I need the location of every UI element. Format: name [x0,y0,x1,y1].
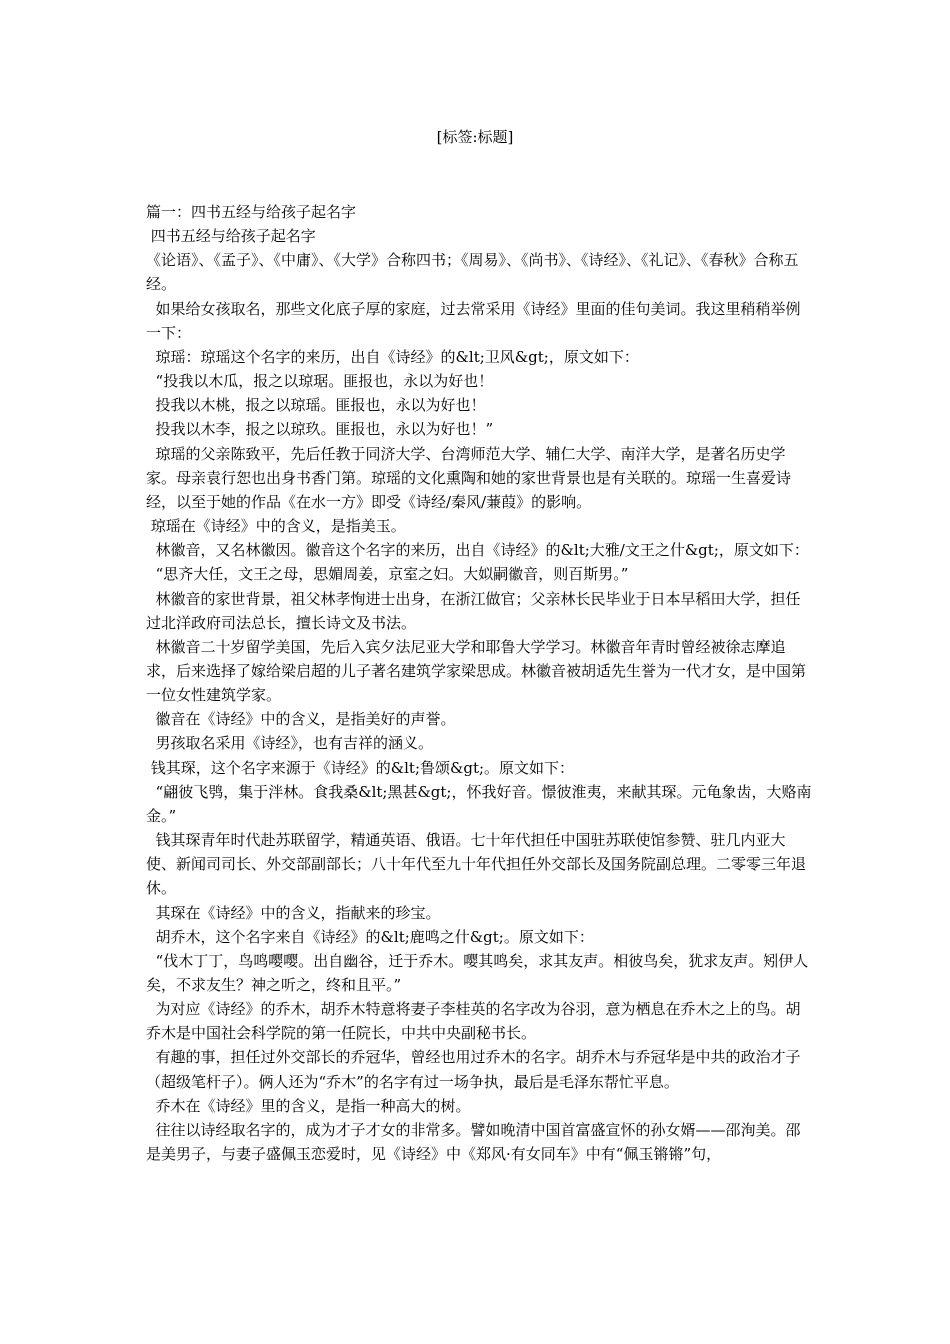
paragraph: 男孩取名采用《诗经》，也有吉祥的涵义。 [146,734,434,753]
paragraph: 琼瑶在《诗经》中的含义，是指美玉。 [146,517,406,536]
paragraph: 钱其琛，这个名字来源于《诗经》的&lt;鲁颂&gt;。原文如下： [146,758,575,777]
paragraph: 林徽音二十岁留学美国，先后入宾夕法尼亚大学和耶鲁大学学习。林徽音年青时曾经被徐志摩追求，后来选择了嫁给梁启超的儿子著名建筑学家梁思成。林徽音被胡适先生誉为一代才女，是中国第一位女性建筑学家。 [146,637,807,705]
paragraph: 如果给女孩取名，那些文化底子厚的家庭，过去常采用《诗经》里面的佳句美词。我这里稍稍举例一下： [146,299,801,342]
document-body [146,200,812,1166]
paragraph: 林徽音，又名林徽因。徽音这个名字的来历，出自《诗经》的&lt;大雅/文王之什&gt;，原文如下： [146,541,809,560]
paragraph: 投我以木李，报之以琼玖。匪报也，永以为好也！” [146,420,494,439]
paragraph: 乔木在《诗经》里的含义，是指一种高大的树。 [146,1096,471,1115]
paragraph: 徽音在《诗经》中的含义，是指美好的声誉。 [146,710,456,729]
paragraph: 钱其琛青年时代赴苏联留学，精通英语、俄语。七十年代担任中国驻苏联使馆参赞、驻几内亚大使、新闻司司长、外交部副部长；八十年代至九十年代担任外交部长及国务院副总理。二零零三年退休。 [146,831,807,898]
article-subtitle: 四书五经与给孩子起名字 [146,227,316,246]
paragraph: “思齐大任，文王之母，思媚周姜，京室之妇。大姒嗣徽音，则百斯男。” [146,565,629,584]
paragraph: “伐木丁丁，鸟鸣嘤嘤。出自幽谷，迁于乔木。嘤其鸣矣，求其友声。相彼鸟矣，犹求友声。矧伊人矣，不求友生？神之听之，终和且平。” [146,951,809,994]
paragraph: “翩彼飞鸮，集于泮林。食我桑&lt;黑甚&gt;，怀我好音。憬彼淮夷，来献其琛。元龟象齿，大赂南金。” [146,782,812,825]
paragraph: 《论语》、《孟子》、《中庸》、《大学》合称四书；《周易》、《尚书》、《诗经》、《礼记》、《春秋》合称五经。 [146,251,799,294]
paragraph: 琼瑶的父亲陈致平，先后任教于同济大学、台湾师范大学、辅仁大学、南洋大学，是著名历史学家。母亲袁行恕也出身书香门第。琼瑶的文化熏陶和她的家世背景也是有关联的。琼瑶一生喜爱诗经，以至于她的作品《在水一方》即受《诗经/秦风/蒹葭》的影响。 [146,444,792,511]
article-title: 篇一：四书五经与给孩子起名字 [146,203,357,221]
paragraph: 往往以诗经取名字的，成为才子才女的非常多。譬如晚清中国首富盛宣怀的孙女婿——邵洵美。邵是美男子，与妻子盛佩玉恋爱时，见《诗经》中《郑风·有女同车》中有“佩玉锵锵”句， [146,1120,801,1164]
paragraph: 有趣的事，担任过外交部长的乔冠华，曾经也用过乔木的名字。胡乔木与乔冠华是中共的政治才子（超级笔杆子）。俩人还为“乔木”的名字有过一场争执，最后是毛泽东帮忙平息。 [146,1048,801,1091]
header-tag: [标签:标题] [436,128,514,146]
paragraph: 其琛在《诗经》中的含义，指献来的珍宝。 [146,903,441,922]
paragraph: “投我以木瓜，报之以琼琚。匪报也，永以为好也！ [146,372,494,391]
paragraph: 为对应《诗经》的乔木，胡乔木特意将妻子李桂英的名字改为谷羽，意为栖息在乔木之上的鸟。胡乔木是中国社会科学院的第一任院长，中共中央副秘书长。 [146,1000,801,1043]
paragraph: 琼瑶：琼瑶这个名字的来历，出自《诗经》的&lt;卫风&gt;，原文如下： [146,347,639,366]
paragraph: 胡乔木，这个名字来自《诗经》的&lt;鹿鸣之什&gt;。原文如下： [146,927,594,946]
paragraph: 林徽音的家世背景，祖父林孝恂进士出身，在浙江做官；父亲林长民毕业于日本早稻田大学，担任过北洋政府司法总长，擅长诗文及书法。 [146,589,801,632]
paragraph: 投我以木桃，报之以琼瑶。匪报也，永以为好也！ [146,396,486,415]
